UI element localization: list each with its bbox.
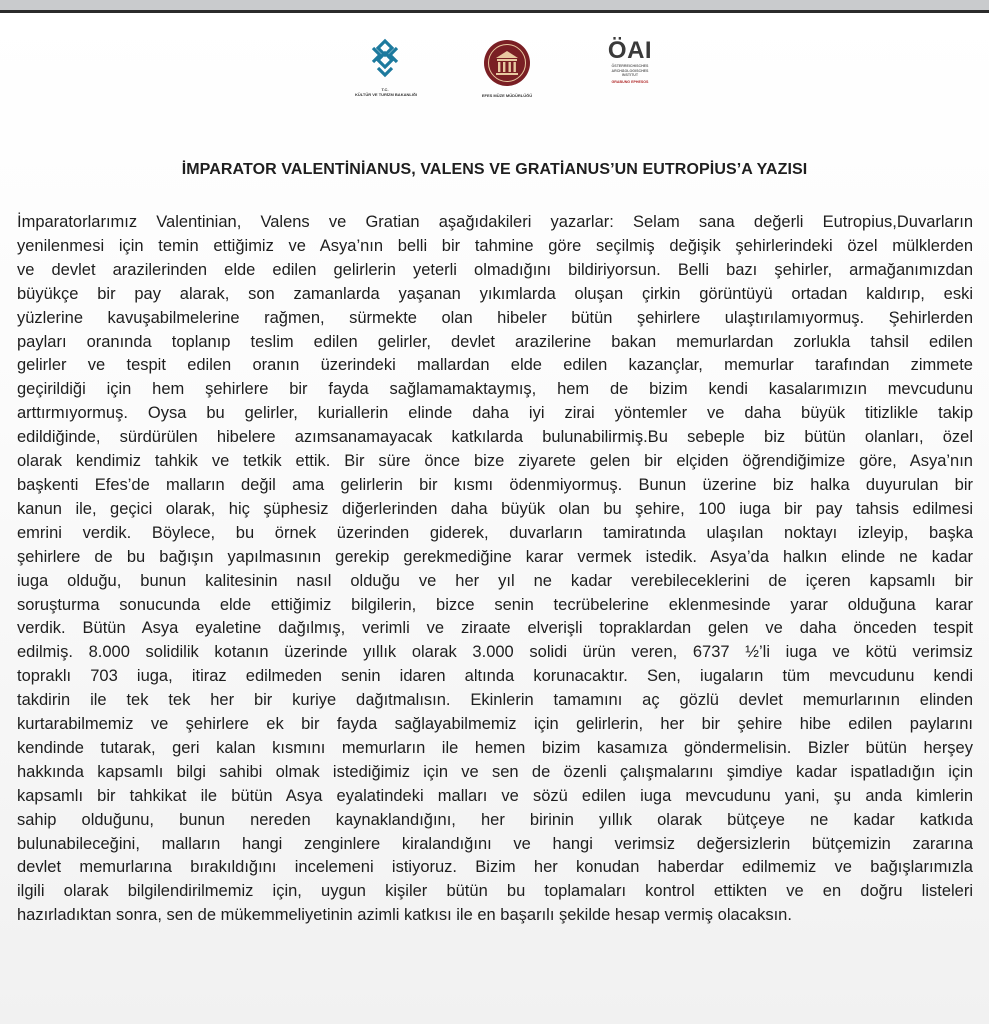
text-line: başkenti Efes’de malların değil ama gelirlerin bir kısmı ödenmiyormuş. Bunun üzerine biz halka duyurulan bir xyxy=(17,475,973,494)
text-line: hakkında kapsamlı bilgi sahibi olmak istediğimiz için ve sen de özenli çalışmalarını şimdiye kadar ispatladığın için xyxy=(17,762,973,781)
text-line: topraklı 703 iuga, itiraz edilmeden senin idaren altında korunacaktır. Sen, iugaların tüm mevcudunu kendi xyxy=(17,667,973,686)
institute-subtitle-2: ARCHÄOLOGISCHES xyxy=(611,68,649,73)
ministry-knot-icon xyxy=(367,38,403,82)
logo-row xyxy=(0,38,989,118)
ministry-caption: KÜLTÜR VE TURİZM BAKANLIĞI xyxy=(355,92,418,97)
text-line: kurtarabilmemiz ve şehirlere ek bir fayda sağlayabilmemiz için gelirlerin, her bir şehire hibe edilen paylarını xyxy=(17,715,973,734)
text-line: ilgili olarak bilgilendirilmemiz için, uygun kişiler bütün bu toplamaları kontrol ettikten ve en doğru listeleri xyxy=(17,882,973,901)
text-line: iuga olduğu, bunun kalitesinin nasıl olduğu ve her yıl ne kadar verebileceklerini de içeren kapsamlı bir xyxy=(17,571,973,590)
institute-subtitle-3: INSTITUT xyxy=(621,73,639,77)
text-line: kanun ile, geçici olarak, hiç şüphesiz diğerlerinden daha büyük olan bu şehire, 100 iuga bir pay tahsis edilmesi xyxy=(17,499,973,518)
text-line: hazırladıktan sonra, sen de mükemmeliyetinin azimli katkısı ile en başarılı şekilde hesap vermiş olacaksın. xyxy=(17,906,792,925)
text-line: arttırmıyormuş. Oysa bu gelirler, kuriallerin elinde daha iyi zirai yöntemler ve daha büyük titizlikle takip xyxy=(17,404,973,423)
text-line: şehirlere de bu bağışın yapılmasının gerekip gerekmediğine karar vermek istedik. Asya’da halkın elinde ne kadar xyxy=(17,547,973,566)
institute-tagline: GRABUNG EPHESOS xyxy=(611,79,649,84)
text-line: emrini verdik. Böylece, bu örnek üzerinden giderek, duvarların tamiratında ulaşılan noktayı izleyip, başka xyxy=(17,523,973,542)
text-line: yenilenmesi için temin ettiğimiz ve Asya’nın belli bir tahmine göre seçilmiş değişik şehirlerindeki özel mülklerden xyxy=(17,236,973,255)
ministry-caption-top: T.C. xyxy=(381,87,389,92)
inscription-title: İMPARATOR VALENTİNİANUS, VALENS VE GRATİANUS’UN EUTROPİUS’A YAZISI xyxy=(181,161,808,178)
text-line: payları oranında toplanıp teslim edilen gelirler, devlet arazilerine bakan memurlardan zorlukla tahsil edilen xyxy=(17,332,973,351)
text-line: soruşturma sonucunda elde ettiğimiz bilgilerin, bizce senin tecrübelerine eklenmesinde yarar olduğuna karar xyxy=(17,595,973,614)
museum-logo xyxy=(472,38,542,98)
text-line: İmparatorlarımız Valentinian, Valens ve Gratian aşağıdakileri yazarlar: Selam sana değerli Eutropius,Duvarların xyxy=(17,213,973,231)
institute-name: ÖAI xyxy=(607,37,653,64)
text-line: olarak kendimiz tahkik ve tetkik ettik. Bir süre önce bize ziyarete gelen bir elçiden öğrendiğimize göre, Asya’nın xyxy=(17,452,973,471)
text-line: verdik. Bütün Asya eyaletine dağılmış, verimli ve ziraate elverişli topraklardan gelen ve daha önceden tespit xyxy=(17,619,973,638)
text-line: bulunabileceğini, malların hangi zenginlere kiralandığını ve hangi verimsiz değersizlerin bütçemizin zararına xyxy=(17,834,973,853)
museum-seal-icon xyxy=(482,38,532,88)
text-line: kendinde tutarak, geri kalan kısmını memurların ile hemen bizim kasamıza göndermelisin. Bizler bütün herşey xyxy=(17,738,973,757)
text-line: yüzlerine kavuşabilmelerine rağmen, sürmekte olan hibeler bütün şehirlere ulaştırılamıyormuş. Şehirlerden xyxy=(17,308,973,327)
text-line: gelirler ve tespit edilen oranın üzerindeki mallardan elde edilen kazançlar, memurlar tarafından zimmete xyxy=(17,356,973,375)
text-line: edildiğinde, sürdürülen hibelere azımsanamayacak katkılarda bulunabilirmiş.Bu sebeple biz bütün olanları, özel xyxy=(17,428,973,447)
museum-caption: EFES MÜZE MÜDÜRLÜĞÜ xyxy=(481,93,533,98)
text-line: takdirin ile tek tek her bir kuriye dağıtmalısın. Ekinlerin tamamını aç gözlü devlet memurlarının elinden xyxy=(17,691,973,710)
institute-logo xyxy=(594,38,666,84)
text-line: geçirildiği için hem şehirlere bir fayda sağlamamaktaymış, hem de bizim kendi kasalarımızın mevcudunu xyxy=(17,380,973,399)
text-line: sahip olduğunu, bunun nereden kaynaklandığını, her birinin yıllık olarak bütçeye ne kadar katkıda xyxy=(17,810,973,829)
text-line: büyükçe bir pay alarak, son zamanlarda yaşanan yıkımlarda oluşan çirkin görüntüyü ortadan kaldırıp, eski xyxy=(17,284,973,303)
institute-subtitle-1: ÖSTERREICHISCHES xyxy=(611,64,649,68)
text-line: devlet memurlarına bırakıldığını incelemeni istiyoruz. Bizim her konudan haberdar edilmemiz ve bağışlarımızla xyxy=(17,858,973,877)
inscription-translation xyxy=(17,211,973,928)
ministry-logo xyxy=(355,38,418,97)
text-line: ve devlet arazilerinden elde edilen gelirlerin yeterli olmadığını bildiriyorsun. Belli bazı şehirler, armağanımızdan xyxy=(17,260,973,279)
information-panel xyxy=(0,10,989,1024)
text-line: kapsamlı bir tahkikat ile bütün Asya eyalatindeki malları ve sözü edilen iuga mevcudunu yani, şu anda kimlerin xyxy=(17,786,973,805)
text-line: edilmiş. 8.000 solidilik kotanın üzerinde yıllık olarak 3.000 solidi ürün veren, 6737 ½’li iuga ve kötü verimsiz xyxy=(17,643,973,662)
